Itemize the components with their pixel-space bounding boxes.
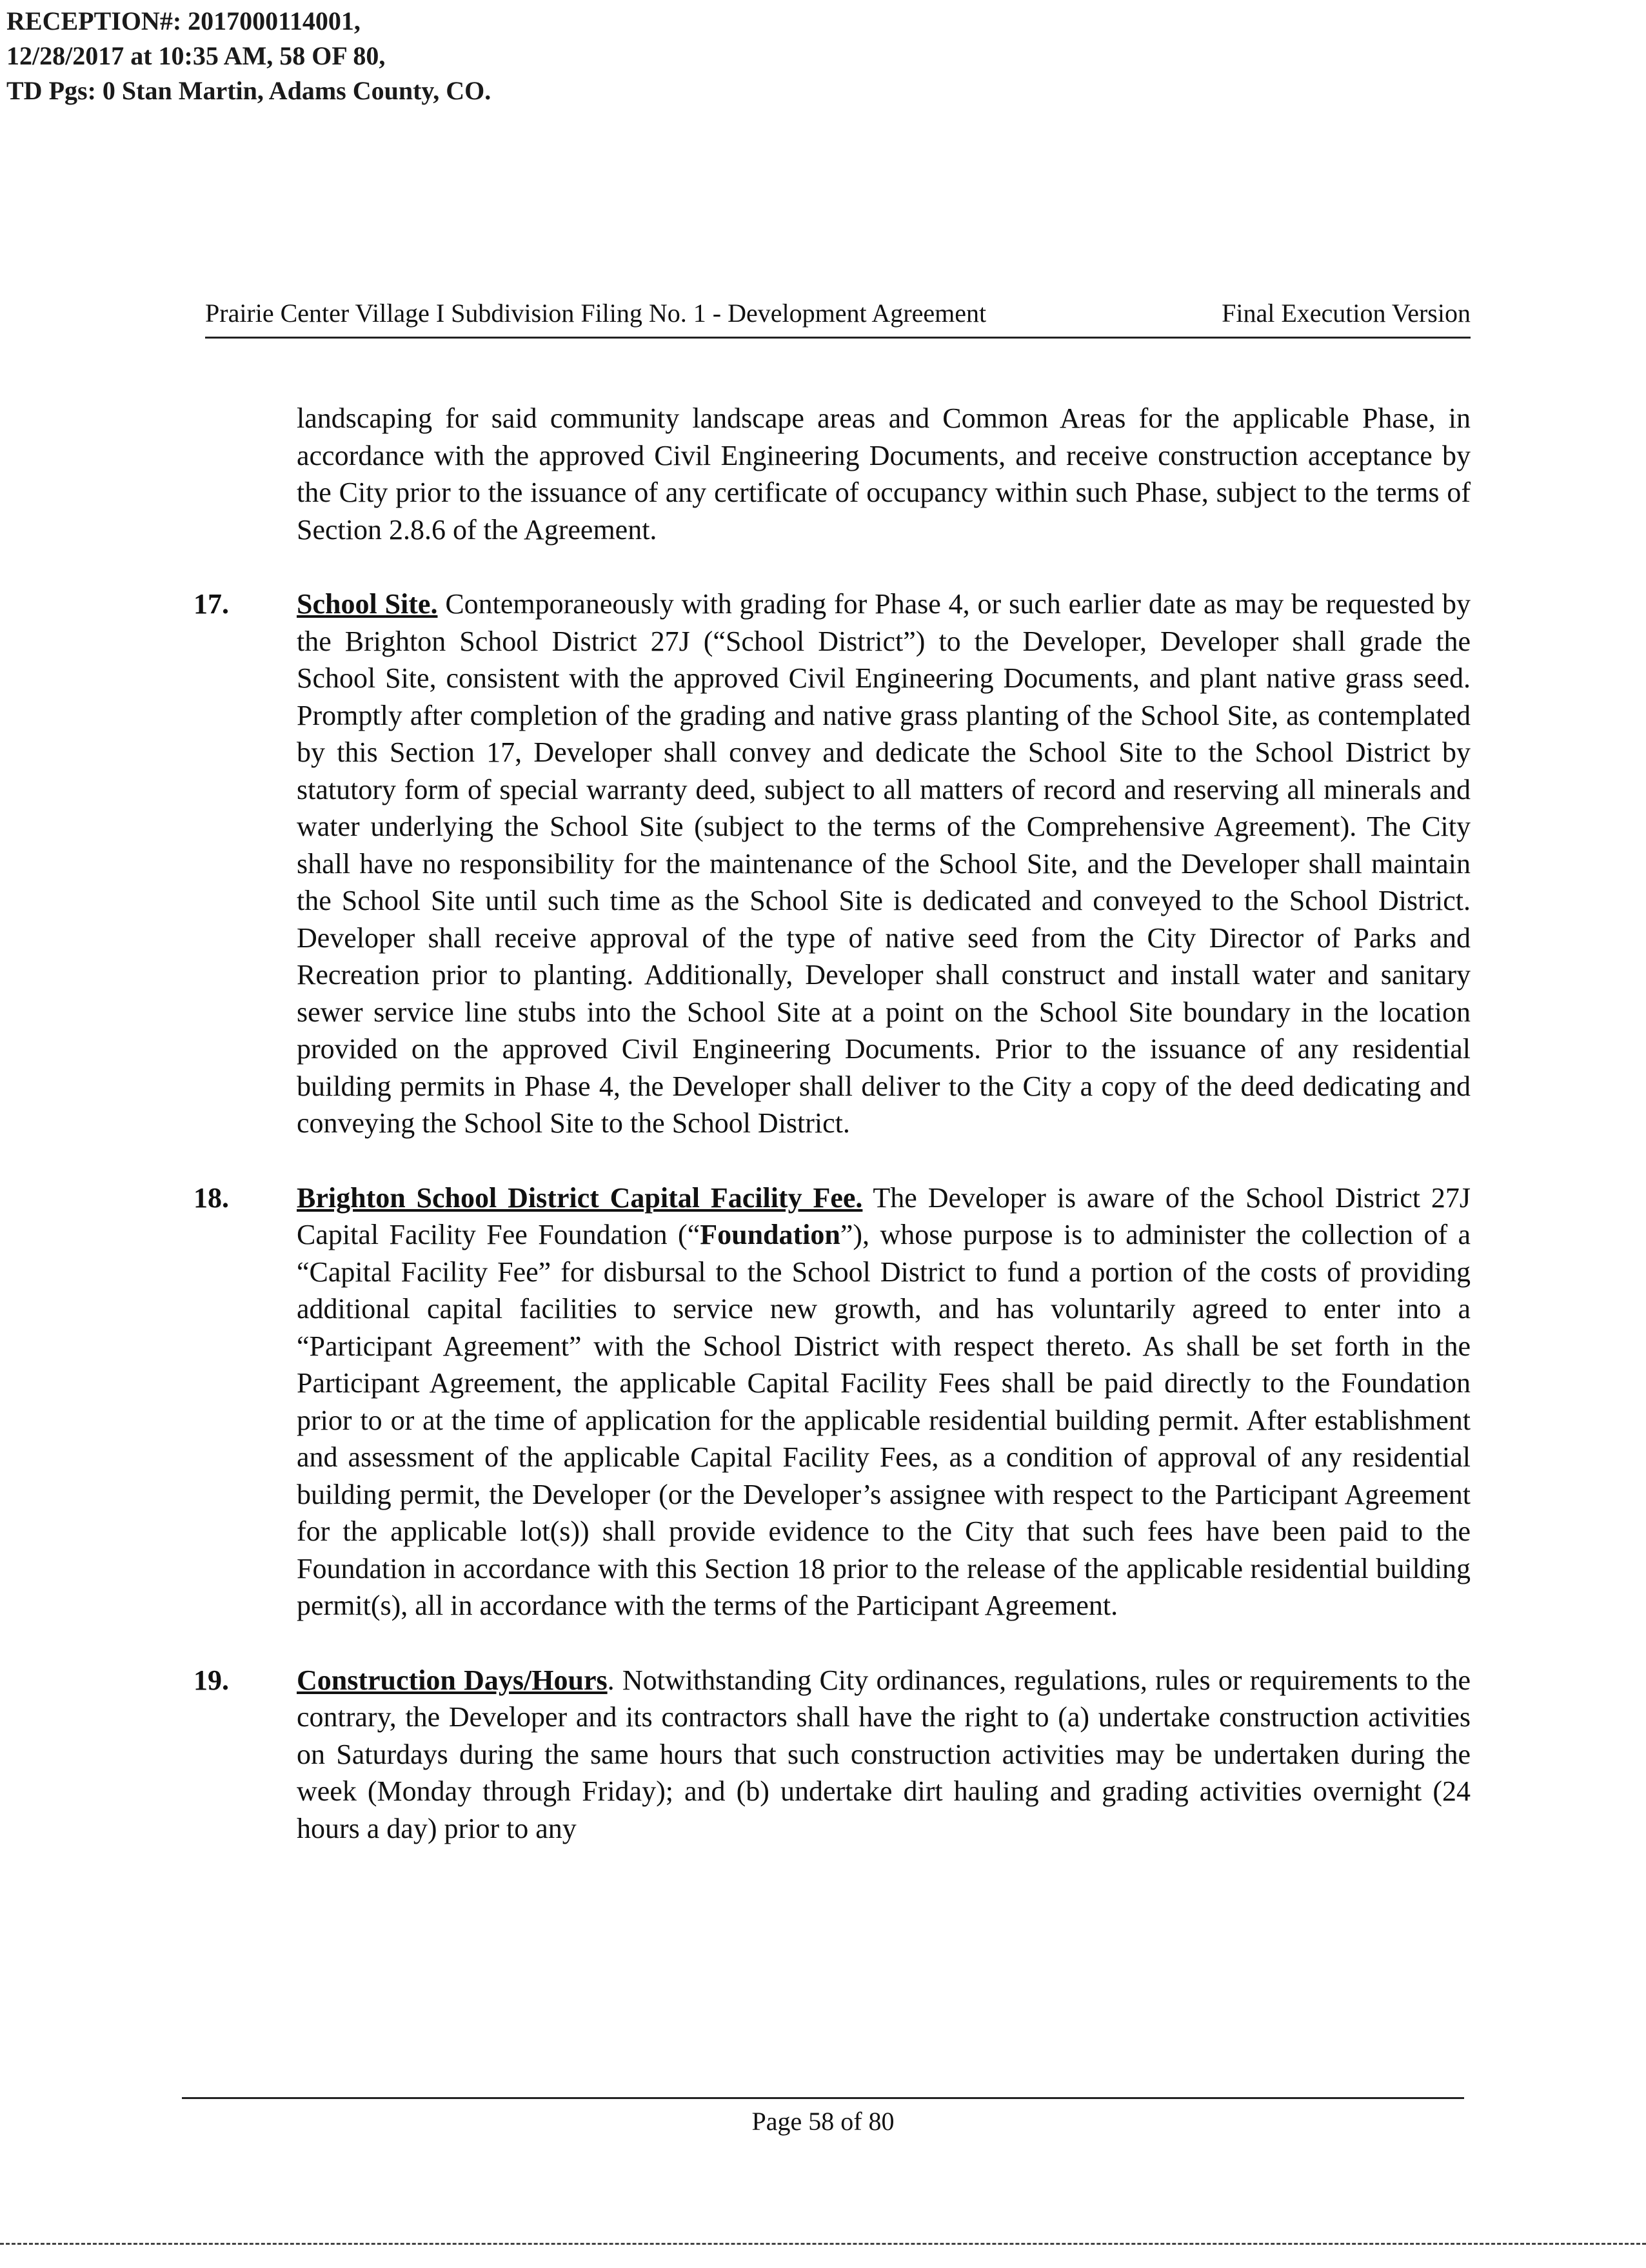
section-17: [193, 586, 1471, 1142]
defined-term: Foundation: [700, 1219, 840, 1250]
stamp-line-1: RECEPTION#: 2017000114001,: [6, 6, 361, 35]
page-header: [205, 298, 1471, 339]
section-text: Contemporaneously with grading for Phase 4, or such earlier date as may be requested by the Brighton School District 27J (“School District”) to the Developer, Developer shall grade the School Site, consistent with the approved Civil Engineering Documents, and plant native grass seed. Promptly after completion of the grading and native grass planting of the School Site, as contemplated by this Section 17, Developer shall convey and dedicate the School Site to the School District by statutory form of special warranty deed, subject to all matters of record and reserving all minerals and water underlying the School Site (subject to the terms of the Comprehensive Agreement). The City shall have no responsibility for the maintenance of the School Site, and the Developer shall maintain the School Site until such time as the School Site is dedicated and conveyed to the School District. Developer shall receive approval of the type of native seed from the City Director of Parks and Recreation prior to planting. Additionally, Developer shall construct and install water and sanitary sewer service line stubs into the School Site at a point on the School Site boundary in the location provided on the approved Civil Engineering Documents. Prior to the issuance of any residential building permits in Phase 4, the Developer shall deliver to the City a copy of the deed dedicating and conveying the School Site to the School District.: [297, 588, 1471, 1139]
section-text: . Notwithstanding City ordinances, regulations, rules or requirements to the contrary, the Developer and its contractors shall have the right to (a) undertake construction activities on Saturdays during the same hours that such construction activities may be undertaken during the week (Monday through Friday); and (b) undertake dirt hauling and grading activities overnight (24 hours a day) prior to any: [297, 1664, 1471, 1844]
continuation-paragraph: landscaping for said community landscape areas and Common Areas for the applicable Phase, in accordance with the approved Civil Engineering Documents, and receive construction acceptance by the City prior to the issuance of any certificate of occupancy within such Phase, subject to the terms of Section 2.8.6 of the Agreement.: [297, 402, 1471, 546]
section-content: [297, 1179, 1471, 1624]
section-18: [193, 1179, 1471, 1624]
section-text-part-b: ”), whose purpose is to administer the collection of a “Capital Facility Fee” for disbursal to the School District to fund a portion of the costs of providing additional capital facilities to service new growth, and has voluntarily agreed to enter into a “Participant Agreement” with the School District with respect thereto. As shall be set forth in the Participant Agreement, the applicable Capital Facility Fees shall be paid directly to the Foundation prior to or at the time of application for the applicable residential building permit. After establishment and assessment of the applicable Capital Facility Fees, as a condition of approval of any residential building permit, the Developer (or the Developer’s assignee with respect to the Participant Agreement for the applicable lot(s)) shall provide evidence to the City that such fees have been paid to the Foundation in accordance with this Section 18 prior to the release of the applicable residential building permit(s), all in accordance with the terms of the Participant Agreement.: [297, 1219, 1471, 1621]
header-document-title: Prairie Center Village I Subdivision Filing No. 1 - Development Agreement: [205, 299, 987, 328]
section-text-part-a: The Developer is aware of the School District 27J Capital Facility Fee Foundation (“: [297, 1181, 1471, 1250]
reception-stamp: [6, 4, 491, 108]
stamp-line-2: 12/28/2017 at 10:35 AM, 58 OF 80,: [6, 41, 386, 70]
section-content: [297, 586, 1471, 1142]
section-number: 18.: [193, 1181, 229, 1214]
header-version: Final Execution Version: [1222, 299, 1471, 328]
section-heading: Brighton School District Capital Facility Fee.: [297, 1181, 863, 1214]
section-heading: Construction Days/Hours: [297, 1664, 608, 1696]
page-number: Page 58 of 80: [751, 2107, 895, 2136]
stamp-line-3: TD Pgs: 0 Stan Martin, Adams County, CO.: [6, 76, 491, 105]
footer-divider: [182, 2097, 1464, 2099]
scan-artifact-line: [0, 2243, 1646, 2245]
section-19: [193, 1662, 1471, 1848]
section-heading: School Site.: [297, 588, 438, 620]
section-number: 17.: [193, 588, 229, 620]
section-number: 19.: [193, 1664, 229, 1696]
section-content: [297, 1662, 1471, 1848]
document-body: [193, 400, 1471, 1847]
